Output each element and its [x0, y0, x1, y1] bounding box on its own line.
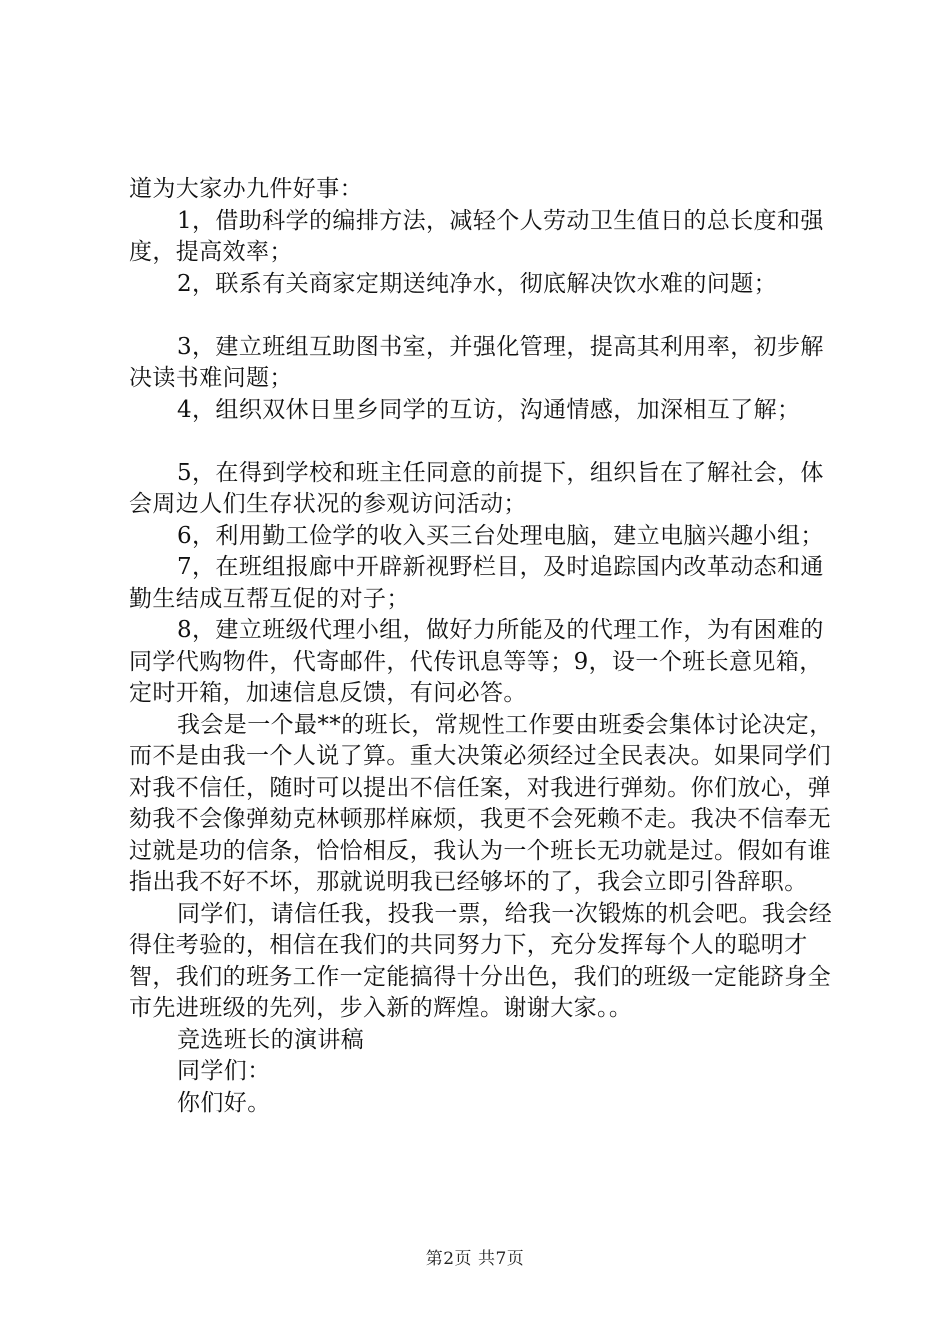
- speech-salutation: 同学们：: [177, 1058, 271, 1084]
- list-item-3: 3，建立班组互助图书室，并强化管理，提高其利用率，初步解决读书难问题；: [129, 333, 824, 391]
- list-item-1: 1，借助科学的编排方法，减轻个人劳动卫生值日的总长度和强度，提高效率；: [129, 207, 824, 265]
- speech-title: 竞选班长的演讲稿: [177, 1026, 365, 1053]
- list-item-5: 5，在得到学校和班主任同意的前提下，组织旨在了解社会，体会周边人们生存状况的参观访问活动；: [129, 459, 824, 517]
- speech-greeting: 你们好。: [177, 1089, 271, 1116]
- paragraph-intro: 道为大家办九件好事：: [129, 176, 363, 202]
- page-number-footer: 第2页 共7页: [425, 1249, 525, 1269]
- list-item-8-9: 8，建立班级代理小组，做好力所能及的代理工作，为有困难的同学代购物件，代寄邮件，代传讯息等等；9，设一个班长意见箱，定时开箱，加速信息反馈，有问必答。: [129, 617, 824, 706]
- list-item-7: 7，在班组报廊中开辟新视野栏目，及时追踪国内改革动态和通勤生结成互帮互促的对子；: [129, 554, 824, 612]
- list-item-4: 4，组织双休日里乡同学的互访，沟通情感，加深相互了解；: [177, 396, 801, 423]
- list-item-2: 2，联系有关商家定期送纯净水，彻底解决饮水难的问题；: [177, 270, 778, 297]
- document-body: [129, 174, 841, 1119]
- paragraph-commitment: 我会是一个最**的班长，常规性工作要由班委会集体讨论决定，而不是由我一个人说了算。重大决策必须经过全民表决。如果同学们对我不信任，随时可以提出不信任案，对我进行弹劾。你们放心，弹劾我不会像弹劾克林顿那样麻烦，我更不会死赖不走。我决不信奉无过就是功的信条，恰恰相反，我认为一个班长无功就是过。假如有谁指出我不好不坏，那就说明我已经够坏的了，我会立即引咎辞职。: [129, 711, 833, 895]
- list-item-6: 6，利用勤工俭学的收入买三台处理电脑，建立电脑兴趣小组；: [177, 522, 824, 549]
- paragraph-closing: 同学们，请信任我，投我一票，给我一次锻炼的机会吧。我会经得住考验的，相信在我们的共同努力下，充分发挥每个人的聪明才智，我们的班务工作一定能搞得十分出色，我们的班级一定能跻身全市先进班级的先列，步入新的辉煌。谢谢大家。。: [129, 900, 833, 1021]
